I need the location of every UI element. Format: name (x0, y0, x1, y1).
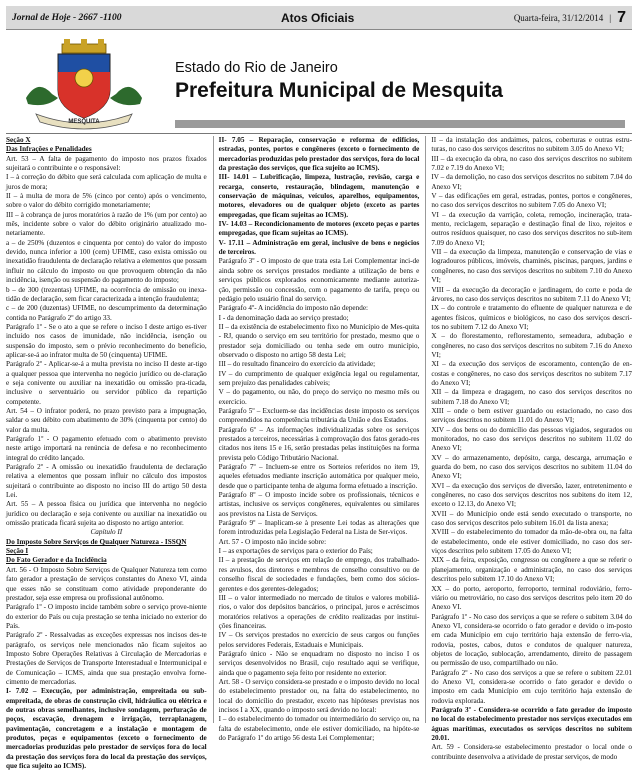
paragraph: Parágrafo 2º - Ressalvadas as exceções expressas nos incisos des-te parágrafo, os serviços nele mencionados não ficam sujeitos ao Imposto Sobre Operações Relativas à Circulação de Mercadorias e Prestações de Serviços de Transporte Interestadual e Intermunicipal e de Comunicação – ICMS, ainda que sua prestação envolva forne-cimento de mercadorias. (6, 631, 207, 686)
crest-motto: MESQUITA (68, 119, 100, 125)
paragraph: c – de 200 (duzentas) UFIME, no descumprimento da determinação contida no Parágrafo 2º do artigo 33. (6, 304, 207, 322)
paragraph: III – da execução da obra, no caso dos serviços descritos no subitem 7.02 e 7.19 do Anexo VI; (431, 154, 633, 173)
state-name: Estado do Rio de Janeiro (175, 60, 338, 76)
paragraph: VII – da execução da limpeza, manutenção e conservação de vias e logradouros públicos, imóveis, chaminés, piscinas, parques, jardins e congêneres, no caso dos serviços descritos no subitem 7.10 do Anexo VI; (431, 248, 633, 285)
paragraph: I - da denominação dada ao serviço prestado; (218, 313, 349, 322)
publication-date: Quarta-feira, 31/12/2014 (513, 12, 604, 23)
paragraph: Do Imposto Sobre Serviços de Qualquer Natureza - ISSQN (6, 537, 187, 546)
paragraph: Art. 57 - O imposto não incide sobre: (218, 537, 327, 546)
paragraph: VIII – da execução da decoração e jardinagem, do corte e poda de árvores, no caso dos serviços descritos no subitem 7.11 do Anexo VI; (431, 285, 633, 303)
paragraph: Art. 53 – A falta de pagamento do imposto nos prazos fixados sujeitará o contribuinte e o responsável: (6, 154, 207, 173)
paragraph: IV – da demolição, no caso dos serviços descritos no subitem 7.04 do Anexo VI; (431, 173, 633, 191)
paragraph: I – à correção do débito que será calculada com aplicação de multa e juros de mora; (6, 173, 207, 191)
paragraph: Parágrafo 1º - Se o ato a que se refere o inciso I deste artigo es-tiver incluído nos casos de imunidade, não incidência, isenção ou suspensão do imposto, sem o prévio reconhecimento do benefício, aplicar-se-á ao infrator multa de 50 (cinquenta) UFIME. (6, 322, 207, 359)
paragraph: Do Fato Gerador e da Incidência (6, 556, 107, 565)
paragraph: Seção X (6, 136, 31, 144)
section-title: Atos Oficiais (280, 10, 355, 25)
paragraph: I- 7.02 – Execução, por administração, empreitada ou sub-empreitada, de obras de construção civil, hidráulica ou elétrica e de outras obras semelhantes, inclusive sondagem, perfuração de poços, escavação, drenagem e irrigação, terraplanagem, pavimentação, concretagem e a instalação e montagem de produtos, peças e equipamentos (exceto o fornecimento de mercadorias produzidas pelo prestador de serviços fora do local da prestação dos serviços fora do local da prestação dos serviços, que fica sujeito ao ICMS). (6, 687, 207, 771)
paragraph: III – à cobrança de juros moratórios à razão de 1% (um por cento) ao mês, incidente sobre o valor do débito originário atualizado mo-netariamente. (6, 210, 207, 238)
paragraph: III- 14.01 – Lubrificação, limpeza, lustração, revisão, carga e recarga, conserto, restauração, blindagem, manutenção e conservação de máquinas, veículos, aparelhos, equipamentos, motores, elevadores ou de qualquer objeto (exceto as partes empregadas, que ficam sujeitas ao ICMS). (218, 173, 420, 219)
paragraph: XIV – dos bens ou do domicílio das pessoas vigiados, segurados ou monitorados, no caso dos serviços descritos no subitem 11.02 do Anexo VI; (431, 425, 633, 453)
paragraph: Parágrafo 9º – Inaplicam-se à presente Lei todas as alterações que forem introduzidas pela Legislação Federal na Lista de Ser-viços. (218, 519, 420, 537)
paragraph: IV- 14.03 – Recondicionamento de motores (exceto peças e partes empregadas, que ficam sujeitas ao ICMS). (218, 220, 420, 238)
text-column-2 (213, 136, 420, 742)
paragraph: XI – da execução dos serviços de escoramento, contenção de en-costas e congêneres, no caso dos serviços descritos no subitem 7.17 do Anexo VI; (431, 360, 633, 387)
paragraph: II – à multa de mora de 5% (cinco por cento) após o vencimento, sobre o valor do débito corrigido monetariamente; (6, 192, 207, 210)
paragraph: XX – do porto, aeroporto, ferroporto, terminal rodoviário, ferro-viário ou metroviário, no caso dos serviços descritos pelo item 20 do Anexo VI. (431, 584, 633, 612)
newspaper-issue: Jornal de Hoje - 2667 -1100 (12, 12, 122, 23)
paragraph: IV – do cumprimento de qualquer exigência legal ou regulamentar, sem prejuízo das penalidades cabíveis; (218, 369, 420, 387)
paragraph: Seção I (6, 547, 29, 556)
masthead (175, 60, 625, 103)
paragraph: XVII – do Município onde está sendo executado o transporte, no caso dos serviços descritos pelo subitem 16.01 da lista anexa; (431, 509, 633, 528)
paragraph: Das Infrações e Penalidades (6, 145, 92, 154)
paragraph: Art. 58 - O serviço considera-se prestado e o imposto devido no local do estabelecimento prestador ou, na falta do estabelecimento, no local do domicílio do prestador, exceto nas hipóteses previstas nos incisos I a XX, quando o imposto será devido no local: (218, 677, 420, 714)
paragraph: Parágrafo 5º – Excluem-se das incidências deste imposto os serviços compreendidos na competência tributária da União e dos Estados. (218, 406, 420, 425)
paragraph: XIX – da feira, exposição, congresso ou congênere a que se referir o planejamento, organização e administração, no caso dos serviços descritos pelo subitem 17.10 do Anexo VI; (431, 556, 633, 584)
paragraph: III – o valor intermediado no mercado de títulos e valores mobiliá-rios, o valor dos depósitos bancários, o principal, juros e acréscimos moratórios relativos a operações de crédito realizadas por institui-ções financeiras. (218, 593, 420, 630)
paragraph: Parágrafo 3º - O imposto de que trata esta Lei Complementar inci-de ainda sobre os serviços prestados mediante a utilização de bens e serviços públicos explorados economicamente mediante autoriza-ção, permissão ou concessão, com o pagamento de tarifa, preço ou pedágio pelo usuário final do serviço. (218, 257, 420, 303)
date-and-page: Quarta-feira, 31/12/2014 | 7 (513, 8, 626, 26)
paragraph: II – a prestação de serviços em relação de emprego, dos trabalhado-res avulsos, dos diretores e membros de conselho consultivo ou de conselho fiscal de sociedades e fundações, bem como dos sócios-gerentes e dos gerentes-delegados; (218, 556, 420, 593)
paragraph: V – do pagamento, ou não, do preço do serviço no mesmo mês ou exercício. (218, 388, 420, 406)
header-divider (6, 133, 632, 134)
text-column-3 (425, 136, 633, 761)
masthead-rule (175, 120, 625, 128)
paragraph: I – do estabelecimento do tomador ou intermediário do serviço ou, na falta de estabelecimento, onde ele estiver domiciliado, na hipóte-se do Parágrafo 1º do artigo 56 desta Lei Complementar; (218, 715, 420, 742)
paragraph: Parágrafo 1º - O imposto incide também sobre o serviço prove-niente do exterior do País ou cuja prestação se tenha iniciado no exterior do País. (6, 603, 207, 630)
paragraph: Parágrafo 3º - Considera-se ocorrido o fato gerador do imposto no local do estabelecimento prestador nos serviços executados em águas marítimas, executados os serviços descritos no subitem 20.01. (431, 705, 633, 742)
paragraph: XV – do armazenamento, depósito, carga, descarga, arrumação e guarda do bem, no caso dos serviços descritos no subitem 11.04 do Anexo VI; (431, 453, 633, 481)
paragraph: Parágrafo 1º - No caso dos serviços a que se refere o subitem 3.04 do Anexo VI, considera-se ocorrido o fato gerador e devido o im-posto em cada Município em cujo território haja extensão de ferro-via, rodovia, postes, cabos, dutos e condutos de qualquer natureza, objetos de locação, sublocação, arrendamento, direito de passagem ou permissão de uso, compartilhado ou não. (431, 612, 633, 668)
paragraph: XII – da limpeza e dragagem, no caso dos serviços descritos no subitem 7.18 do Anexo VI; (431, 388, 633, 406)
paragraph: b – de 300 (trezentas) UFIME, na ocorrência de omissão ou inexa-tidão de declaração, sem ficar caracterizada a intenção fraudulenta; (6, 285, 207, 303)
paragraph: Art. 56 - O Imposto Sobre Serviços de Qualquer Natureza tem como fato gerador a prestação de serviços constantes do Anexo VI, ainda que esses não se constituam como atividade preponderante do prestador, seja esse empresa ou profissional autônomo. (6, 565, 207, 602)
paragraph: VI – da execução da varrição, coleta, remoção, incineração, trata-mento, reciclagem, separação e destinação final de lixo, rejeitos e outros resíduos quaisquer, no caso dos serviços descritos no sub-item 7.09 do Anexo VI; (431, 210, 633, 247)
paragraph: XIII – onde o bem estiver guardado ou estacionado, no caso dos serviços descritos no subitem 11.01 do Anexo VI; (431, 406, 633, 425)
city-hall-name: Prefeitura Municipal de Mesquita (175, 79, 503, 102)
paragraph: Parágrafo 2º - A omissão ou inexatidão fraudulenta de declaração relativa a elementos que possam influir no cálculo dos impostos sujeitará o contribuinte ao disposto no inciso III do artigo 50 desta Lei. (6, 463, 207, 500)
paragraph: Parágrafo único - Não se enquadram no disposto no inciso I os serviços desenvolvidos no Brasil, cujo resultado aqui se verifique, ainda que o pagamento seja feito por residente no exterior. (218, 649, 420, 677)
paragraph: II- 7.05 – Reparação, conservação e reforma de edifícios, estradas, pontes, portos e congêneres (exceto o fornecimento de mercadorias produzidas pelo prestador dos serviços, fora do local da prestação dos serviços, que fica sujeito ao ICMS). (218, 136, 420, 173)
paragraph: IX – do controle e tratamento do efluente de qualquer natureza e de agentes físicos, químicos e biológicos, no caso dos serviços descri-tos no subitem 7.12 do Anexo VI; (431, 304, 633, 331)
paragraph: X – do florestamento, reflorestamento, semeadura, adubação e congêneres, no caso dos serviços descritos no subitem 7.16 do Anexo VI; (431, 332, 633, 359)
paragraph: III – do resultado financeiro do exercício da atividade; (218, 360, 376, 369)
paragraph: Art. 59 - Considera-se estabelecimento prestador o local onde o contribuinte desenvolva a atividade de prestar serviços, de modo (431, 743, 633, 761)
article-columns (6, 136, 633, 771)
paragraph: Parágrafo 2º - Aplicar-se-á a multa prevista no inciso II deste ar-tigo a qualquer pessoa que intervenha no negócio jurídico ou de-claração e seja conivente ou auxiliar na inexatidão ou omissão pra-ticada, inclusive o serventuário ou servidor público da repartição competente. (6, 360, 207, 406)
paragraph: Capítulo II (90, 528, 123, 537)
paragraph: Art. 55 – A pessoa física ou jurídica que intervenha no negócio jurídico ou declaração e seja conivente ou auxiliar na inexatidão ou omissão praticada ficará sujeita ao disposto no artigo anterior. (6, 500, 207, 528)
paragraph: V – das edificações em geral, estradas, pontes, portos e congêneres, no caso dos serviços descritos no subitem 7.05 do Anexo VI; (431, 192, 633, 210)
paragraph: II – da instalação dos andaimes, palcos, coberturas e outras estru-turas, no caso dos serviços descritos no subitem 3.05 do Anexo VI; (431, 136, 633, 154)
paragraph: Art. 54 – O infrator poderá, no prazo previsto para a impugnação, saldar o seu débito com abatimento de 30% (cinquenta por cento) do valor da multa. (6, 406, 207, 434)
paragraph: XVI – da execução dos serviços de diversão, lazer, entretenimento e congêneres, no caso dos serviços descritos nos subitens do item 12, exceto o 12.13, do Anexo VI; (431, 481, 633, 509)
text-column-1 (6, 136, 207, 771)
page-number: 7 (617, 8, 626, 26)
municipal-crest-icon (18, 38, 150, 130)
paragraph: Parágrafo 7º – Incluem-se entre os Sorteios referidos no item 19, aqueles efetuados mediante inscrição automática por qualquer meio, desde que o participante tenha de alguma forma efetuado a inscrição. (218, 463, 420, 490)
paragraph: Parágrafo 2º - No caso dos serviços a que se refere o subitem 22.01 do Anexo VI, considera-se ocorrido o fato gerador e devido o imposto em cada Município em cujo território haja extensão de rodovia explorada. (431, 668, 633, 705)
paragraph: V- 17.11 – Administração em geral, inclusive de bens e negócios de terceiros. (218, 238, 420, 257)
paragraph: Parágrafo 6º – As informações individualizadas sobre os serviços prestados a terceiros, necessárias à comprovação dos fatos gerado-res citados nos itens 15 e 16, serão prestadas pelas instituições na forma prevista pelo Código Tributário Nacional. (218, 425, 420, 462)
paragraph: Parágrafo 8º – O imposto incide sobre os profissionais, técnicos e artistas, inclusive os serviços congêneres, equivalentes ou similares aos previstos na Lista de Serviços. (218, 491, 420, 518)
paragraph: IV – Os serviços prestados no exercício de seus cargos ou funções pelos servidores Federais, Estaduais e Municipais. (218, 631, 420, 649)
paragraph: Parágrafo 1º - O pagamento efetuado com o abatimento previsto neste artigo importará na renúncia de defesa e no reconhecimento integral do crédito lançado. (6, 435, 207, 462)
paragraph: a – de 250% (duzentos e cinquenta por cento) do valor do imposto devido, nunca inferior a 100 (cem) UFIME, caso exista omissão ou inexatidão fraudulenta de declaração relativa a elementos que possam influir no cálculo do imposto ou que provoquem obtenção da não incidência, isenção ou suspensão do pagamento do imposto; (6, 238, 207, 285)
paragraph: XVIII – do estabelecimento do tomador da mão-de-obra ou, na falta de estabelecimento, onde ele estiver domiciliado, no caso dos ser-viços descritos pelo subitem 17.05 do Anexo VI; (431, 528, 633, 556)
paragraph: Parágrafo 4º- A incidência do imposto não depende: (218, 304, 369, 313)
paragraph: I – as exportações de serviços para o exterior do País; (218, 547, 373, 556)
paragraph: II – da existência de estabelecimento fixo no Município de Mes-quita - RJ, quando o serviço em seu território for prestado, mesmo que o prestador seja domiciliado ou tenha sede em outro município, observado o disposto no artigo 58 desta Lei; (218, 322, 420, 359)
page-header-bar (6, 6, 632, 30)
